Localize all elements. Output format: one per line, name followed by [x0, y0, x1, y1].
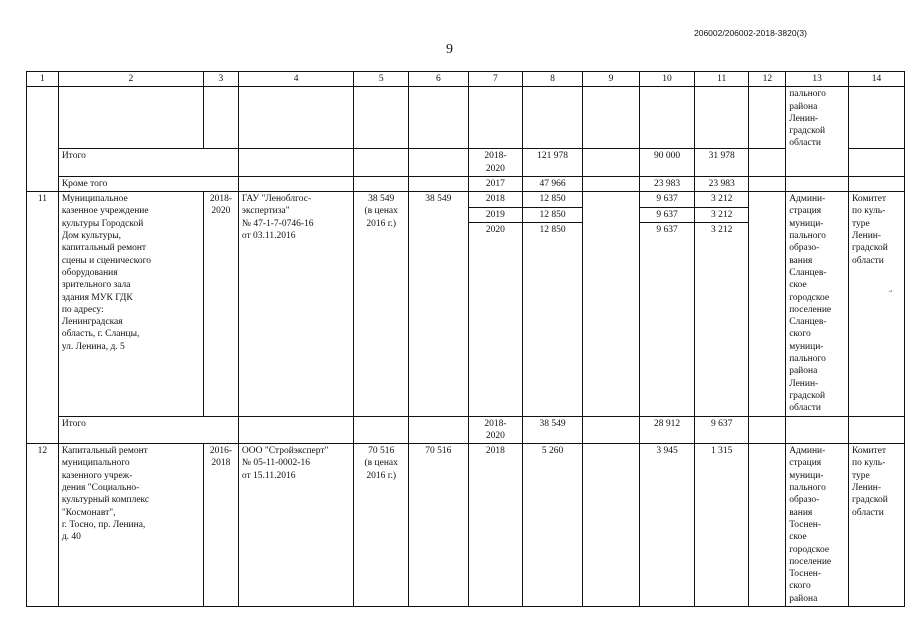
expertise-cell: ООО "Стройэксперт" № 05-11-0002-16 от 15.11.2016 [238, 444, 353, 607]
cell [409, 87, 469, 149]
header-cell: 10 [640, 72, 695, 87]
value-cell: 70 516 [409, 444, 469, 607]
subtotal-label: Итого [58, 416, 203, 444]
value-cell: 3 212 [694, 207, 749, 222]
cell [849, 416, 905, 444]
total-cell: 38 549 [523, 416, 583, 444]
table-row [27, 416, 905, 444]
cell [582, 149, 639, 177]
cell [749, 87, 786, 149]
cell [354, 87, 409, 149]
cell [238, 176, 353, 191]
header-cell: 4 [238, 72, 353, 87]
cell [354, 176, 409, 191]
value-cell: 23 983 [640, 176, 695, 191]
header-cell: 6 [409, 72, 469, 87]
cell [849, 176, 905, 191]
total-cell: 121 978 [523, 149, 583, 177]
subtotal-label: Итого [58, 149, 203, 177]
extra-label: Кроме того [58, 176, 203, 191]
header-cell: 1 [27, 72, 59, 87]
cell [582, 176, 639, 191]
header-cell: 13 [786, 72, 849, 87]
cell [749, 444, 786, 607]
header-row [27, 72, 905, 87]
cell [354, 416, 409, 444]
period-cell: 2018- 2020 [468, 149, 523, 177]
cell [582, 444, 639, 607]
header-cell: 7 [468, 72, 523, 87]
year-cell: 2019 [468, 207, 523, 222]
cell [849, 149, 905, 177]
cell [786, 416, 849, 444]
cell [238, 149, 353, 177]
expertise-cell: ГАУ "Леноблгос- экспертиза" № 47-1-7-0746-16 от 03.11.2016 [238, 192, 353, 416]
cell [468, 87, 523, 149]
header-cell: 14 [849, 72, 905, 87]
value-cell: 28 912 [640, 416, 695, 444]
cell [58, 87, 203, 149]
row-number: 11 [27, 192, 59, 444]
cell [749, 149, 786, 177]
cell [238, 416, 353, 444]
document-id: 206002/206002-2018-3820(3) [694, 28, 807, 38]
curator-body: Комитет по куль- туре Ленин- градской области [849, 192, 905, 416]
value-cell: 3 212 [694, 223, 749, 417]
cost-cell: 38 549 (в ценах 2016 г.) [354, 192, 409, 416]
year-cell: 2020 [468, 223, 523, 417]
cell [203, 176, 238, 191]
responsible-body: пального района Ленин- градской области [786, 87, 849, 177]
table-row [27, 87, 905, 149]
value-cell: 9 637 [640, 192, 695, 207]
responsible-body: Админи- страция муници- пального образо- вания Тоснен- ское городское поселение Тоснен- ского района [786, 444, 849, 607]
total-cell: 5 260 [523, 444, 583, 607]
cell [786, 176, 849, 191]
total-cell: 47 966 [523, 176, 583, 191]
cell [640, 87, 695, 149]
header-cell: 8 [523, 72, 583, 87]
year-cell: 2017 [468, 176, 523, 191]
cell [203, 87, 238, 149]
cell [238, 87, 353, 149]
responsible-body: Админи- страция муници- пального образо- вания Сланцев- ское городское поселение Сланцев- ского муници- пального района Ленин- градской области [786, 192, 849, 416]
cell [749, 416, 786, 444]
cell [203, 149, 238, 177]
value-cell: 9 637 [640, 223, 695, 417]
value-cell: 9 637 [694, 416, 749, 444]
header-cell: 2 [58, 72, 203, 87]
cell [409, 149, 469, 177]
header-cell: 12 [749, 72, 786, 87]
object-name: Муниципальное казенное учреждение культуры Городской Дом культуры, капитальный ремонт сцены и сценического оборудования зрительного зала здания МУК ГДК по адресу: Ленинградская область, г. Сланцы, ул. Ленина, д. 5 [58, 192, 203, 416]
value-cell: 23 983 [694, 176, 749, 191]
value-cell: 3 212 [694, 192, 749, 207]
total-cell: 12 850 [523, 223, 583, 417]
cell [354, 149, 409, 177]
cell [749, 176, 786, 191]
table-row [27, 176, 905, 191]
cell [582, 192, 639, 416]
cell [582, 416, 639, 444]
value-cell: 31 978 [694, 149, 749, 177]
year-cell: 2018 [468, 444, 523, 607]
table-row [27, 192, 905, 207]
object-name: Капитальный ремонт муниципального казенного учреж- дения "Социально- культурный комплекс "Космонавт", г. Тосно, пр. Ленина, д. 40 [58, 444, 203, 607]
total-cell: 12 850 [523, 192, 583, 207]
cell [203, 416, 238, 444]
value-cell: 90 000 [640, 149, 695, 177]
cell [749, 192, 786, 416]
scan-mark: ·ᵃ [888, 288, 893, 296]
value-cell: 9 637 [640, 207, 695, 222]
cell [523, 87, 583, 149]
year-cell: 2018 [468, 192, 523, 207]
cell [694, 87, 749, 149]
period-cell: 2018- 2020 [203, 192, 238, 416]
value-cell: 3 945 [640, 444, 695, 607]
cell [849, 87, 905, 149]
table-row [27, 444, 905, 607]
cell [409, 176, 469, 191]
page-number: 9 [446, 42, 453, 57]
period-cell: 2018- 2020 [468, 416, 523, 444]
curator-body: Комитет по куль- туре Ленин- градской области [849, 444, 905, 607]
header-cell: 3 [203, 72, 238, 87]
total-cell: 12 850 [523, 207, 583, 222]
header-cell: 11 [694, 72, 749, 87]
cell [27, 87, 59, 192]
table-row [27, 149, 905, 177]
value-cell: 1 315 [694, 444, 749, 607]
value-cell: 38 549 [409, 192, 469, 416]
row-number: 12 [27, 444, 59, 607]
program-table [26, 71, 905, 607]
cost-cell: 70 516 (в ценах 2016 г.) [354, 444, 409, 607]
header-cell: 9 [582, 72, 639, 87]
cell [409, 416, 469, 444]
cell [582, 87, 639, 149]
period-cell: 2016- 2018 [203, 444, 238, 607]
header-cell: 5 [354, 72, 409, 87]
